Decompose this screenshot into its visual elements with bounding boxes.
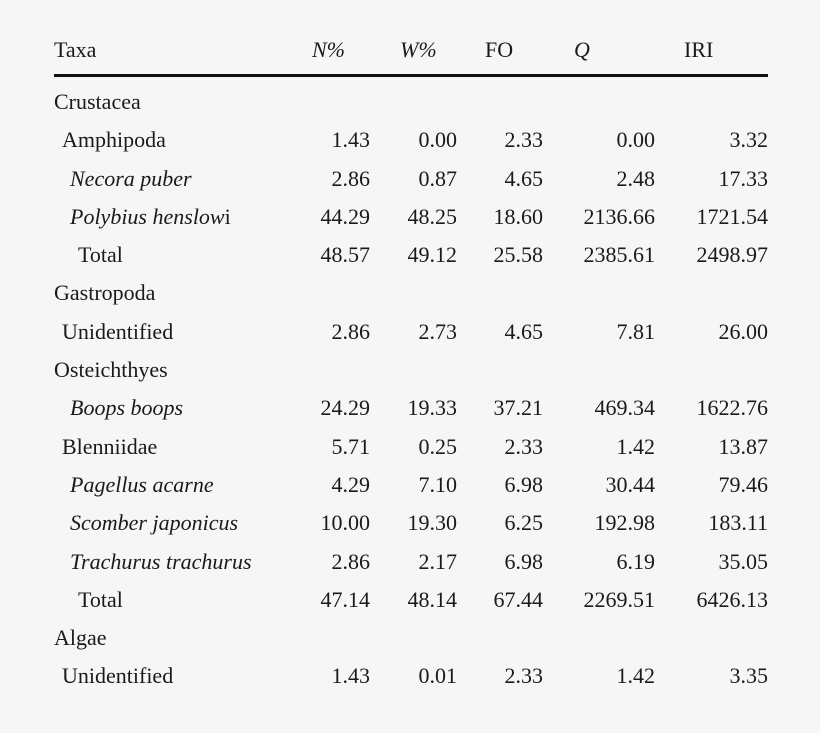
taxon-label: Amphipoda [62, 127, 166, 153]
cell-fo: 2.33 [504, 127, 543, 153]
cell-w: 2.73 [418, 318, 457, 344]
cell-w: 19.30 [407, 510, 457, 536]
cell-iri: 1721.54 [696, 203, 768, 229]
header-fo: FO [485, 37, 514, 62]
taxon-label: Necora puber [70, 165, 192, 191]
cell-fo: 25.58 [493, 242, 543, 268]
cell-fo: 18.60 [493, 203, 543, 229]
cell-iri: 79.46 [718, 471, 768, 497]
total-label: Total [78, 586, 123, 612]
cell-q: 6.19 [616, 548, 655, 574]
cell-q: 1.42 [616, 433, 655, 459]
header-w-percent: W% [400, 37, 437, 62]
table-row [54, 657, 768, 695]
cell-q: 469.34 [594, 395, 655, 421]
cell-q: 192.98 [594, 510, 655, 536]
cell-n: 5.71 [331, 433, 370, 459]
cell-iri: 6426.13 [696, 586, 768, 612]
table-row [54, 198, 768, 236]
cell-q: 30.44 [605, 471, 655, 497]
table-row [54, 581, 768, 619]
cell-iri: 183.11 [708, 510, 768, 536]
cell-q: 0.00 [616, 127, 655, 153]
taxon-label-italic: Polybius henslow [70, 203, 225, 229]
total-label: Total [78, 242, 123, 268]
cell-iri: 3.35 [729, 663, 768, 689]
table-row [54, 121, 768, 159]
table-row [54, 351, 768, 389]
cell-fo: 6.98 [504, 471, 543, 497]
cell-n: 2.86 [331, 548, 370, 574]
cell-q: 2.48 [616, 165, 655, 191]
cell-fo: 4.65 [504, 165, 543, 191]
cell-w: 0.25 [418, 433, 457, 459]
cell-iri: 13.87 [718, 433, 768, 459]
taxon-label: Pagellus acarne [70, 471, 214, 497]
cell-n: 10.00 [320, 510, 370, 536]
table-row [54, 274, 768, 312]
cell-n: 44.29 [320, 203, 370, 229]
cell-q: 1.42 [616, 663, 655, 689]
table-row [54, 504, 768, 542]
cell-iri: 17.33 [718, 165, 768, 191]
cell-w: 48.25 [407, 203, 457, 229]
taxon-label: Blenniidae [62, 433, 158, 459]
header-iri: IRI [684, 37, 714, 62]
table-row [54, 543, 768, 581]
cell-n: 1.43 [331, 127, 370, 153]
diet-composition-table [54, 32, 768, 696]
cell-w: 2.17 [418, 548, 457, 574]
cell-iri: 26.00 [718, 318, 768, 344]
cell-n: 47.14 [320, 586, 370, 612]
cell-q: 2269.51 [583, 586, 655, 612]
cell-fo: 4.65 [504, 318, 543, 344]
cell-w: 0.00 [418, 127, 457, 153]
group-label: Osteichthyes [54, 357, 168, 383]
table-row [54, 313, 768, 351]
cell-n: 2.86 [331, 318, 370, 344]
taxon-label: Unidentified [62, 663, 174, 689]
cell-w: 49.12 [407, 242, 457, 268]
table-row [54, 83, 768, 121]
cell-w: 0.87 [418, 165, 457, 191]
cell-fo: 2.33 [504, 433, 543, 459]
cell-fo: 2.33 [504, 663, 543, 689]
cell-iri: 35.05 [718, 548, 768, 574]
cell-fo: 67.44 [493, 586, 543, 612]
cell-n: 48.57 [320, 242, 370, 268]
header-n-percent: N% [312, 37, 345, 62]
taxon-label-suffix: i [224, 203, 231, 229]
cell-n: 4.29 [331, 471, 370, 497]
table-row [54, 619, 768, 657]
cell-iri: 3.32 [729, 127, 768, 153]
cell-fo: 37.21 [493, 395, 543, 421]
group-label: Gastropoda [54, 280, 156, 306]
cell-q: 2136.66 [583, 203, 655, 229]
cell-w: 7.10 [418, 471, 457, 497]
table-row [54, 389, 768, 427]
taxon-label: Trachurus trachurus [70, 548, 252, 574]
cell-w: 48.14 [407, 586, 457, 612]
cell-fo: 6.98 [504, 548, 543, 574]
cell-w: 0.01 [418, 663, 457, 689]
header-taxa: Taxa [54, 37, 97, 62]
table-row [54, 236, 768, 274]
group-label: Algae [54, 625, 107, 651]
cell-iri: 2498.97 [696, 242, 768, 268]
cell-q: 7.81 [616, 318, 655, 344]
taxon-label [70, 198, 231, 236]
table-row [54, 428, 768, 466]
taxon-label: Boops boops [70, 395, 184, 421]
group-label: Crustacea [54, 89, 141, 114]
taxon-label: Scomber japonicus [70, 510, 239, 536]
table-header-row [54, 32, 768, 72]
header-rule [54, 74, 768, 77]
cell-w: 19.33 [407, 395, 457, 421]
cell-fo: 6.25 [504, 510, 543, 536]
cell-n: 1.43 [331, 663, 370, 689]
cell-n: 24.29 [320, 395, 370, 421]
cell-iri: 1622.76 [696, 395, 768, 421]
header-q: Q [574, 37, 590, 62]
taxon-label: Unidentified [62, 318, 174, 344]
cell-q: 2385.61 [583, 242, 655, 268]
table-row [54, 160, 768, 198]
table-row [54, 466, 768, 504]
cell-n: 2.86 [331, 165, 370, 191]
